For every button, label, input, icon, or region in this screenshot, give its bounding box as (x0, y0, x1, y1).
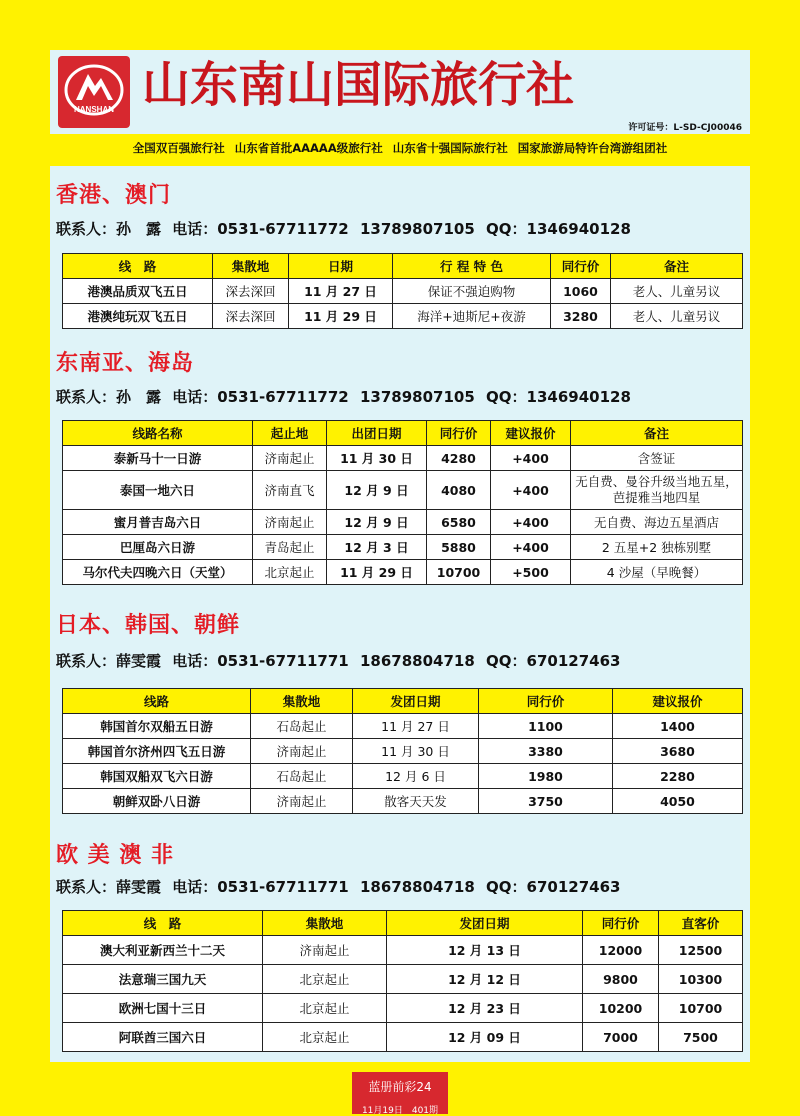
feature-cell: 保证不强迫购物 (393, 279, 551, 304)
section-title-hk-macau: 香港、澳门 (56, 183, 172, 208)
svg-text:NANSHAN: NANSHAN (74, 105, 114, 114)
price-cell: 4080 (427, 471, 491, 510)
slogan: 山东省十强国际旅行社 (392, 141, 508, 155)
column-header: 发团日期 (353, 689, 479, 714)
license-number: 许可证号：L-SD-CJ00046 (628, 123, 742, 133)
suggested-price-cell: +500 (491, 560, 571, 585)
date-cell: 12 月 09 日 (387, 1023, 583, 1052)
table-row (63, 764, 743, 789)
date-cell: 散客天天发 (353, 789, 479, 814)
tour-table-japan-korea (62, 688, 743, 814)
departure-cell: 青岛起止 (253, 535, 327, 560)
suggested-price-cell: +400 (491, 471, 571, 510)
departure-cell: 北京起止 (253, 560, 327, 585)
price-cell: 7000 (583, 1023, 659, 1052)
price-cell: 3750 (479, 789, 613, 814)
table-row (63, 446, 743, 471)
contact-qq: QQ：670127463 (486, 652, 621, 670)
feature-cell: 海洋+迪斯尼+夜游 (393, 304, 551, 329)
slogan: 国家旅游局特许台湾游组团社 (517, 141, 668, 155)
column-header: 建议报价 (491, 421, 571, 446)
route-cell: 欧洲七国十三日 (63, 994, 263, 1023)
table-row (63, 936, 743, 965)
table-row (63, 560, 743, 585)
column-header: 线路名称 (63, 421, 253, 446)
departure-cell: 济南起止 (253, 510, 327, 535)
table-row (63, 714, 743, 739)
column-header: 备注 (611, 254, 743, 279)
note-cell: 2 五星+2 独栋别墅 (571, 535, 743, 560)
note-cell: 无自费、曼谷升级当地五星，芭提雅当地四星 (571, 471, 743, 510)
route-cell: 韩国双船双飞六日游 (63, 764, 251, 789)
column-header: 线 路 (63, 254, 213, 279)
column-header: 同行价 (551, 254, 611, 279)
contact-phone: 电话：0531-67711771 (172, 652, 349, 670)
date-cell: 12 月 3 日 (327, 535, 427, 560)
suggested-price-cell: +400 (491, 535, 571, 560)
direct-price-cell: 10300 (659, 965, 743, 994)
route-cell: 泰新马十一日游 (63, 446, 253, 471)
date-cell: 12 月 23 日 (387, 994, 583, 1023)
price-cell: 1060 (551, 279, 611, 304)
date-cell: 12 月 6 日 (353, 764, 479, 789)
column-header: 集散地 (213, 254, 289, 279)
departure-cell: 济南起止 (263, 936, 387, 965)
date-cell: 12 月 9 日 (327, 471, 427, 510)
contact-person: 联系人：孙 露 (56, 220, 162, 238)
column-header: 同行价 (479, 689, 613, 714)
departure-cell: 石岛起止 (251, 714, 353, 739)
note-cell: 4 沙屋（早晚餐） (571, 560, 743, 585)
table-row (63, 965, 743, 994)
issue-label: 11月19日 401期 (361, 1106, 439, 1116)
date-cell: 12 月 9 日 (327, 510, 427, 535)
route-cell: 阿联酋三国六日 (63, 1023, 263, 1052)
table-row (63, 535, 743, 560)
table-row (63, 304, 743, 329)
suggested-price-cell: +400 (491, 446, 571, 471)
date-cell: 11 月 30 日 (327, 446, 427, 471)
table-row (63, 471, 743, 510)
slogan: 全国双百强旅行社 (132, 141, 225, 155)
departure-cell: 北京起止 (263, 994, 387, 1023)
departure-cell: 深去深回 (213, 279, 289, 304)
contact-phone: 电话：0531-67711772 (172, 388, 349, 406)
section-title-japan-korea: 日本、韩国、朝鲜 (56, 613, 241, 638)
price-cell: 12000 (583, 936, 659, 965)
price-cell: 9800 (583, 965, 659, 994)
route-cell: 韩国首尔济州四飞五日游 (63, 739, 251, 764)
price-cell: 3280 (551, 304, 611, 329)
suggested-price-cell: +400 (491, 510, 571, 535)
departure-cell: 石岛起止 (251, 764, 353, 789)
contact-line (56, 650, 626, 671)
price-cell: 5880 (427, 535, 491, 560)
departure-cell: 北京起止 (263, 965, 387, 994)
column-header: 发团日期 (387, 911, 583, 936)
column-header: 线 路 (63, 911, 263, 936)
price-cell: 1100 (479, 714, 613, 739)
departure-cell: 济南直飞 (253, 471, 327, 510)
table-header-row (63, 421, 743, 446)
table-header-row (63, 689, 743, 714)
agency-name: 山东南山国际旅行社 (142, 57, 575, 113)
column-header: 日期 (289, 254, 393, 279)
route-cell: 马尔代夫四晚六日（天堂） (63, 560, 253, 585)
route-cell: 韩国首尔双船五日游 (63, 714, 251, 739)
note-cell: 含签证 (571, 446, 743, 471)
column-header: 出团日期 (327, 421, 427, 446)
column-header: 建议报价 (613, 689, 743, 714)
date-cell: 11 月 29 日 (327, 560, 427, 585)
table-header-row (63, 911, 743, 936)
price-cell: 4280 (427, 446, 491, 471)
suggested-price-cell: 4050 (613, 789, 743, 814)
table-row (63, 279, 743, 304)
slogan-bar (50, 140, 750, 156)
contact-mobile: 13789807105 (359, 388, 475, 406)
table-row (63, 739, 743, 764)
page-footer-badge (352, 1072, 448, 1114)
route-cell: 港澳纯玩双飞五日 (63, 304, 213, 329)
contact-qq: QQ：1346940128 (486, 388, 631, 406)
price-cell: 1980 (479, 764, 613, 789)
departure-cell: 济南起止 (251, 739, 353, 764)
contact-mobile: 18678804718 (359, 652, 475, 670)
column-header: 线路 (63, 689, 251, 714)
departure-cell: 济南起止 (251, 789, 353, 814)
suggested-price-cell: 3680 (613, 739, 743, 764)
price-cell: 10700 (427, 560, 491, 585)
note-cell: 无自费、海边五星酒店 (571, 510, 743, 535)
note-cell: 老人、儿童另议 (611, 279, 743, 304)
column-header: 集散地 (251, 689, 353, 714)
date-cell: 11 月 30 日 (353, 739, 479, 764)
note-cell: 老人、儿童另议 (611, 304, 743, 329)
route-cell: 蜜月普吉岛六日 (63, 510, 253, 535)
date-cell: 11 月 27 日 (289, 279, 393, 304)
table-row (63, 789, 743, 814)
departure-cell: 济南起止 (253, 446, 327, 471)
contact-line (56, 876, 626, 897)
route-cell: 朝鲜双卧八日游 (63, 789, 251, 814)
table-row (63, 994, 743, 1023)
contact-person: 联系人：薛雯霞 (56, 652, 162, 670)
route-cell: 港澳品质双飞五日 (63, 279, 213, 304)
contact-line (56, 218, 637, 239)
price-cell: 10200 (583, 994, 659, 1023)
tour-table-hk-macau (62, 253, 743, 329)
price-cell: 6580 (427, 510, 491, 535)
section-title-europe-america: 欧 美 澳 非 (56, 843, 174, 868)
date-cell: 11 月 27 日 (353, 714, 479, 739)
contact-line (56, 386, 637, 407)
column-header: 行 程 特 色 (393, 254, 551, 279)
mountain-icon (58, 56, 130, 128)
date-cell: 11 月 29 日 (289, 304, 393, 329)
column-header: 同行价 (427, 421, 491, 446)
contact-qq: QQ：670127463 (486, 878, 621, 896)
departure-cell: 深去深回 (213, 304, 289, 329)
date-cell: 12 月 13 日 (387, 936, 583, 965)
suggested-price-cell: 2280 (613, 764, 743, 789)
tour-table-europe-america (62, 910, 743, 1052)
column-header: 起止地 (253, 421, 327, 446)
route-cell: 澳大利亚新西兰十二天 (63, 936, 263, 965)
contact-mobile: 13789807105 (359, 220, 475, 238)
table-row (63, 510, 743, 535)
contact-phone: 电话：0531-67711771 (172, 878, 349, 896)
route-cell: 法意瑞三国九天 (63, 965, 263, 994)
column-header: 直客价 (659, 911, 743, 936)
page-label: 蓝册前彩24 (368, 1080, 432, 1094)
nanshan-logo (58, 56, 130, 128)
tour-table-southeast-asia (62, 420, 743, 585)
date-cell: 12 月 12 日 (387, 965, 583, 994)
table-row (63, 1023, 743, 1052)
column-header: 同行价 (583, 911, 659, 936)
contact-person: 联系人：薛雯霞 (56, 878, 162, 896)
contact-qq: QQ：1346940128 (486, 220, 631, 238)
direct-price-cell: 10700 (659, 994, 743, 1023)
direct-price-cell: 7500 (659, 1023, 743, 1052)
header-banner (50, 50, 750, 134)
suggested-price-cell: 1400 (613, 714, 743, 739)
price-cell: 3380 (479, 739, 613, 764)
departure-cell: 北京起止 (263, 1023, 387, 1052)
contact-phone: 电话：0531-67711772 (172, 220, 349, 238)
route-cell: 泰国一地六日 (63, 471, 253, 510)
direct-price-cell: 12500 (659, 936, 743, 965)
route-cell: 巴厘岛六日游 (63, 535, 253, 560)
contact-mobile: 18678804718 (359, 878, 475, 896)
table-header-row (63, 254, 743, 279)
section-title-southeast-asia: 东南亚、海岛 (56, 351, 195, 376)
contact-person: 联系人：孙 露 (56, 388, 162, 406)
column-header: 集散地 (263, 911, 387, 936)
column-header: 备注 (571, 421, 743, 446)
main-panel (50, 166, 750, 1062)
slogan: 山东省首批AAAAA级旅行社 (234, 141, 383, 155)
